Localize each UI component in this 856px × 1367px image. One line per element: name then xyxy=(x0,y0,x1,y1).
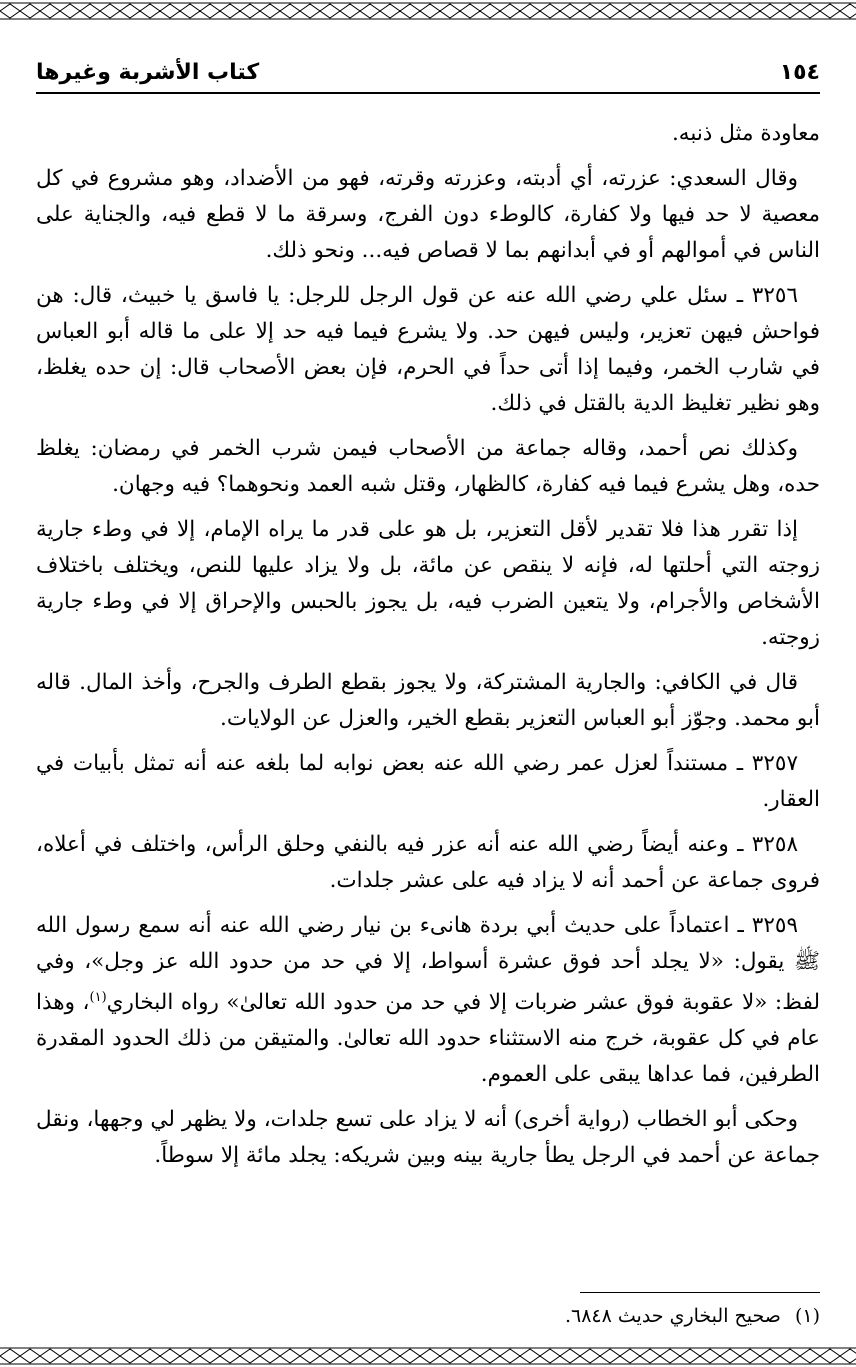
paragraph: وكذلك نص أحمد، وقاله جماعة من الأصحاب فيمن شرب الخمر في رمضان: يغلظ حده، وهل يشرع فيما فيه كفارة، كالظهار، وقتل شبه العمد ونحوهما؟ فيه وجهان. xyxy=(36,436,820,497)
footnote-mark: (١) xyxy=(794,1305,820,1327)
footnote-reference[interactable]: (١) xyxy=(89,990,107,1005)
paragraph-text: ، وهذا عام في كل عقوبة، خرج منه الاستثناء حدود الله تعالىٰ. والمتيقن من ذلك الحدود المقدرة الطرفين، فما عداها يبقى على العموم. xyxy=(36,990,820,1088)
paragraph: ٣٢٥٦ ـ سئل علي رضي الله عنه عن قول الرجل للرجل: يا فاسق يا خبيث، قال: هن فواحش فيهن تعزير، وليس فيهن حد. ولا يشرع فيما فيه حد إلا على ما قاله أبو العباس في شارب الخمر، وفيما إذا أتى حداً في الحرم، فإن بعض الأصحاب قال: إن حده يغلظ، وهو نظير تغليظ الدية بالقتل في ذلك. xyxy=(36,283,820,416)
paragraph: معاودة مثل ذنبه. xyxy=(671,121,820,146)
paragraph-3259 xyxy=(36,908,820,1093)
running-title: كتاب الأشربة وغيرها xyxy=(36,59,260,85)
top-ornament-border xyxy=(0,0,856,22)
bottom-ornament-border xyxy=(0,1345,856,1367)
paragraph: إذا تقرر هذا فلا تقدير لأقل التعزير، بل هو على قدر ما يراه الإمام، إلا في وطء جارية زوجته التي أحلتها له، فإنه لا ينقص عن مائة، بل ولا يزاد عليها للنص، ويختلف باختلاف الأشخاص والأجرام، ولا يتعين الضرب فيه، بل يجوز بالحبس والإحراق إلا في وطء جارية زوجته. xyxy=(36,517,820,650)
paragraph: ٣٢٥٨ ـ وعنه أيضاً رضي الله عنه أنه عزر فيه بالنفي وحلق الرأس، واختلف في أعلاه، فروى جماعة عن أحمد أنه لا يزاد فيه على عشر جلدات. xyxy=(36,832,820,893)
footnote xyxy=(36,1302,820,1330)
page-header xyxy=(36,52,820,94)
main-text xyxy=(36,116,820,1183)
paragraph: وقال السعدي: عزرته، أي أدبته، وعزرته وقرته، فهو من الأضداد، وهو مشروع في كل معصية لا حد فيها ولا كفارة، كالوطء دون الفرج، وسرقة ما لا قطع فيه، والجناية على الناس في أموالهم أو في أبدانهم بما لا قصاص فيه... ونحو ذلك. xyxy=(36,166,820,263)
page-number: ١٥٤ xyxy=(779,59,820,85)
paragraph: قال في الكافي: والجارية المشتركة، ولا يجوز بقطع الطرف والجرح، وأخذ المال. قاله أبو محمد. وجوّز أبو العباس التعزير بقطع الخير، والعزل عن الولايات. xyxy=(36,670,820,731)
paragraph: وحكى أبو الخطاب (رواية أخرى) أنه لا يزاد على تسع جلدات، ولا يظهر لي وجهها، ونقل جماعة عن أحمد في الرجل يطأ جارية بينه وبين شريكه: يجلد مائة إلا سوطاً. xyxy=(36,1107,820,1169)
paragraph: ٣٢٥٧ ـ مستنداً لعزل عمر رضي الله عنه بعض نوابه لما بلغه عنه أنه تمثل بأبيات في العقار. xyxy=(36,751,820,812)
footnote-divider xyxy=(580,1292,820,1293)
paragraph-text: ٣٢٥٩ ـ اعتماداً على حديث أبي بردة هانىء بن نيار رضي الله عنه أنه سمع رسول الله ﷺ يقول: «لا يجلد أحد فوق عشرة أسواط، إلا في حد من حدود الله عز وجل»، وفي لفظ: «لا عقوبة فوق عشر ضربات إلا في حد من حدود الله تعالىٰ» رواه البخاري xyxy=(36,913,820,1016)
footnote-text: صحيح البخاري حديث ٦٨٤٨. xyxy=(564,1305,781,1327)
